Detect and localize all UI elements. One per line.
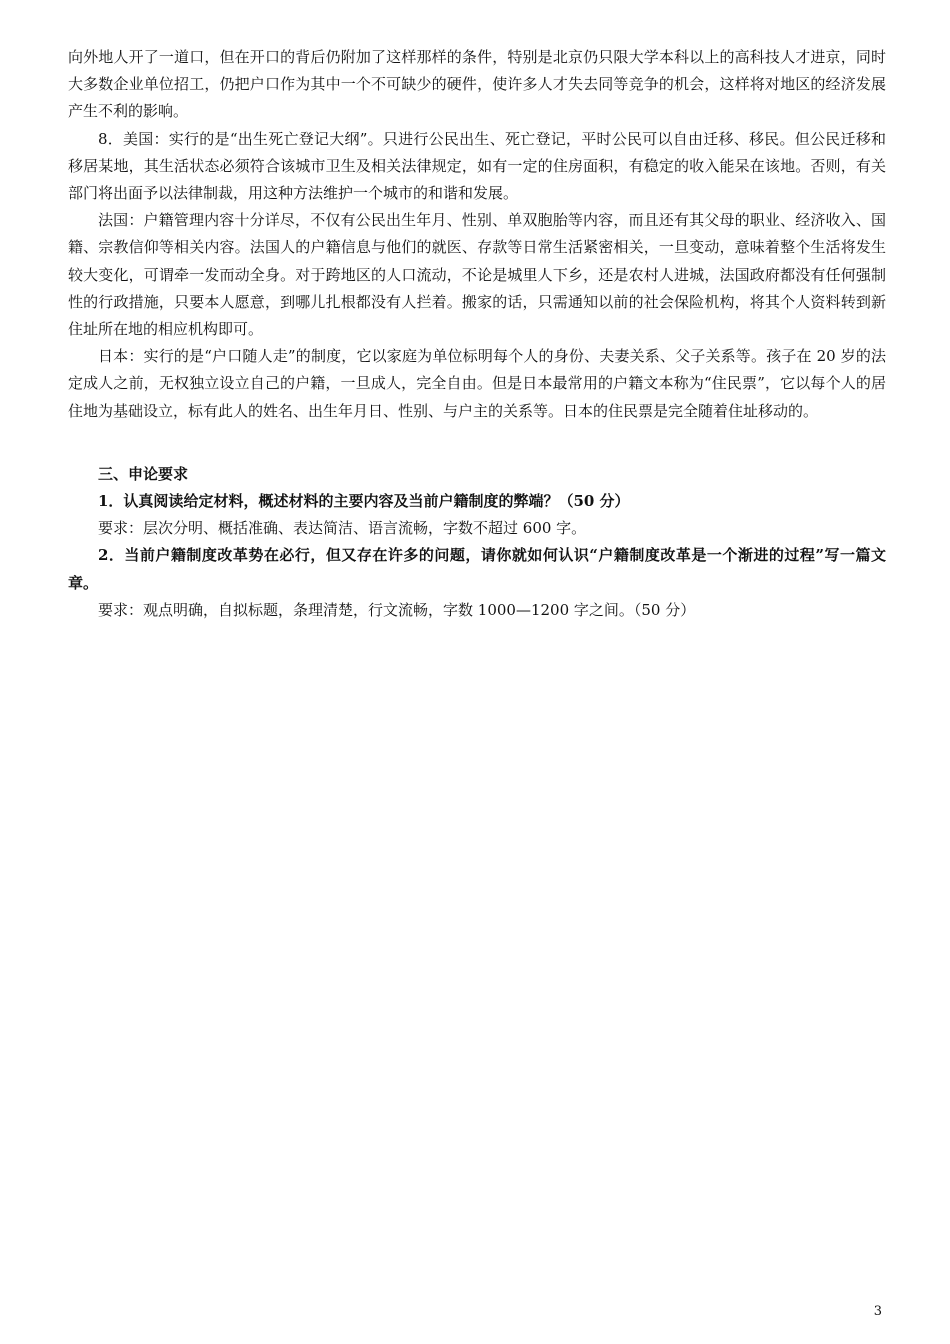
section-spacer (68, 425, 886, 461)
page-number: 3 (873, 1304, 882, 1319)
paragraph-beijing-continuation: 向外地人开了一道口，但在开口的背后仍附加了这样那样的条件，特别是北京仍只限大学本科以上的高科技人才进京，同时大多数企业单位招工，仍把户口作为其中一个不可缺少的硬件，使许多人才失去同等竞争的机会，这样将对地区的经济发展产生不利的影响。 (68, 48, 886, 121)
paragraph-france: 法国：户籍管理内容十分详尽，不仅有公民出生年月、性别、单双胞胎等内容，而且还有其父母的职业、经济收入、国籍、宗教信仰等相关内容。法国人的户籍信息与他们的就医、存款等日常生活紧密相关，一旦变动，意味着整个生活将发生较大变化，可谓牵一发而动全身。对于跨地区的人口流动，不论是城里人下乡，还是农村人进城，法国政府都没有任何强制性的行政措施，只要本人愿意，到哪儿扎根都没有人拦着。搬家的话，只需通知以前的社会保险机构，将其个人资料转到新住址所在地的相应机构即可。 (68, 211, 886, 339)
requirement-1: 要求：层次分明、概括准确、表达简洁、语言流畅，字数不超过 600 字。 (98, 519, 587, 538)
paragraph-japan: 日本：实行的是“户口随人走”的制度，它以家庭为单位标明每个人的身份、夫妻关系、父子关系等。孩子在 20 岁的法定成人之前，无权独立设立自己的户籍，一旦成人，完全自由。但是日本最常用的户籍文本称为“住民票”，它以每个人的居住地为基础设立，标有此人的姓名、出生年月日、性别、与户主的关系等。日本的住民票是完全随着住址移动的。 (68, 347, 886, 420)
section-heading: 三、申论要求 (98, 464, 189, 483)
question-1: 1．认真阅读给定材料，概述材料的主要内容及当前户籍制度的弊端？（50 分） (98, 492, 630, 511)
document-page (68, 44, 886, 624)
paragraph-usa: 8．美国：实行的是“出生死亡登记大纲”。只进行公民出生、死亡登记，平时公民可以自由迁移、移民。但公民迁移和移居某地，其生活状态必须符合该城市卫生及相关法律规定，如有一定的住房面积，有稳定的收入能呆在该地。否则，有关部门将出面予以法律制裁，用这种方法维护一个城市的和谐和发展。 (68, 129, 886, 203)
question-2: 2．当前户籍制度改革势在必行，但又存在许多的问题，请你就如何认识“户籍制度改革是一个渐进的过程”写一篇文章。 (68, 546, 886, 592)
requirement-2: 要求：观点明确，自拟标题，条理清楚，行文流畅，字数 1000—1200 字之间。（50 分） (98, 600, 696, 619)
